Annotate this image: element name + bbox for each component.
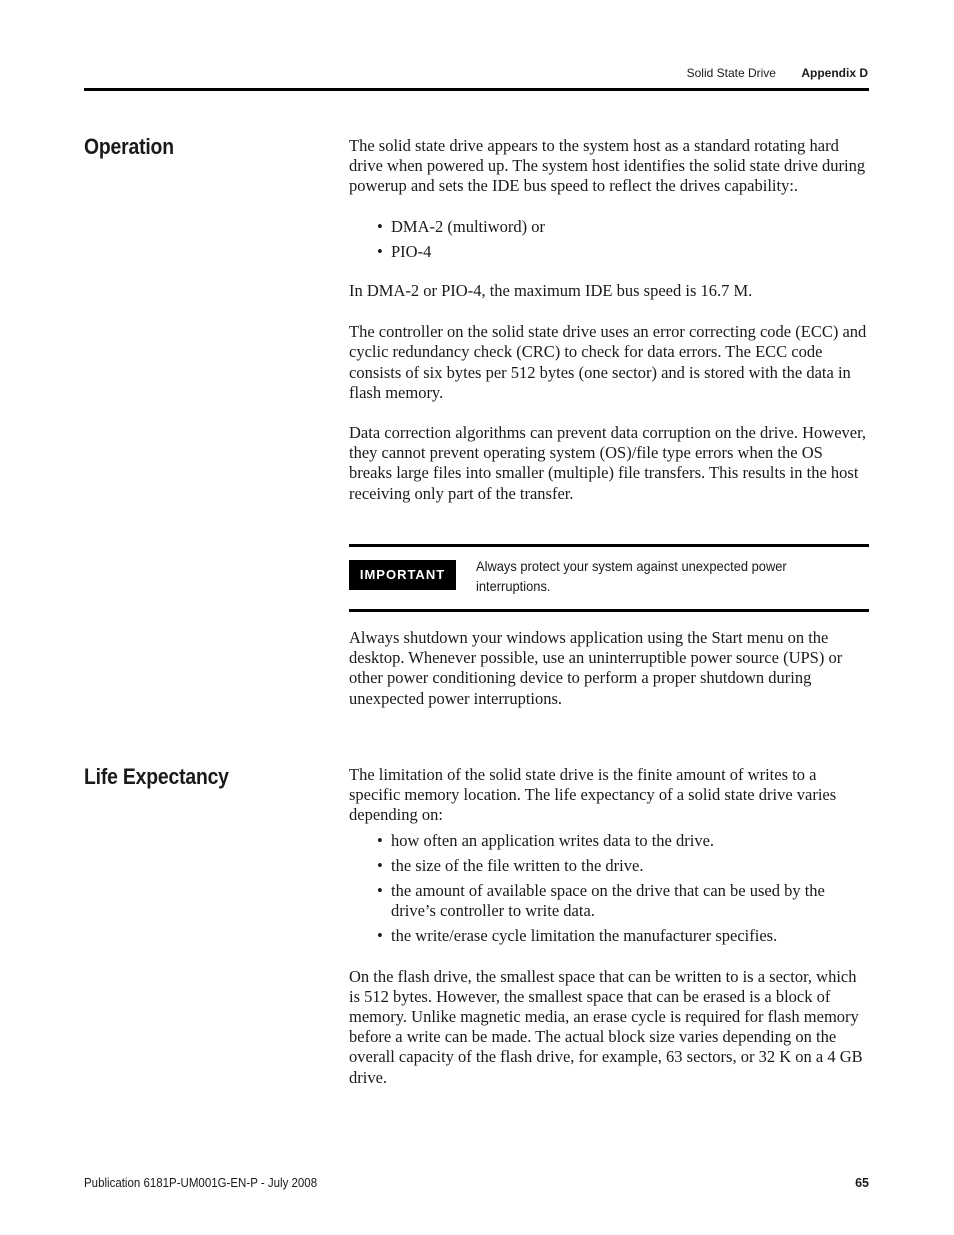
header-section-title: Solid State Drive [686, 66, 776, 80]
important-callout [349, 544, 869, 612]
life-paragraph-1: The limitation of the solid state drive is the finite amount of writes to a specific memory location. The life expectancy of a solid state drive varies depending on: [349, 765, 837, 825]
operation-paragraph-4: Data correction algorithms can prevent data corruption on the drive. However, they cannot prevent operating system (OS)/file type errors when the OS breaks large files into smaller (multiple) file transfers. This results in the host receiving only part of the transfer. [349, 423, 867, 503]
header-appendix: Appendix D [801, 66, 868, 80]
life-expectancy-body [349, 765, 869, 1088]
list-item: • the size of the file written to the drive. [377, 855, 644, 875]
page-number: 65 [855, 1176, 869, 1190]
header-rule [84, 88, 869, 91]
operation-heading: Operation [84, 134, 174, 159]
operation-body-continued [349, 628, 869, 709]
operation-paragraph-2: In DMA-2 or PIO-4, the maximum IDE bus speed is 16.7 M. [349, 281, 753, 301]
list-item: • how often an application writes data to the drive. [377, 830, 715, 850]
publication-number: Publication 6181P-UM001G-EN-P - July 2008 [84, 1176, 318, 1190]
list-item: • the write/erase cycle limitation the manufacturer specifies. [377, 926, 778, 946]
important-text: Always protect your system against unexpected power interruptions. [476, 558, 787, 594]
operation-paragraph-1: The solid state drive appears to the system host as a standard rotating hard drive when powered up. The system host identifies the solid state drive during powerup and sets the IDE bus speed to reflect the drives capability:. [349, 136, 866, 196]
operation-body [349, 136, 869, 504]
list-item: • DMA-2 (multiword) or [377, 216, 545, 236]
operation-paragraph-5: Always shutdown your windows application using the Start menu on the desktop. Whenever possible, use an uninterruptible power source (UPS) or other power conditioning device to perform a proper shutdown during unexpected power interruptions. [349, 628, 843, 708]
operation-paragraph-3: The controller on the solid state drive uses an error correcting code (ECC) and cyclic redundancy check (CRC) to check for data errors. The ECC code consists of six bytes per 512 bytes (one sector) and is stored with the data in flash memory. [349, 322, 867, 402]
important-badge: IMPORTANT [349, 560, 456, 590]
life-bullet-list [349, 831, 869, 947]
life-paragraph-2: On the flash drive, the smallest space that can be written to is a sector, which is 512 bytes. However, the smallest space that can be erased is a block of memory. Unlike magnetic media, an erase cycle is required for flash memory before a write can be made. The actual block size varies depending on the overall capacity of the flash drive, for example, 63 sectors, or 32 K on a 4 GB drive. [349, 966, 863, 1087]
list-item: • PIO-4 [377, 241, 432, 261]
list-item: • the amount of available space on the drive that can be used by the drive’s controller to write data. [377, 881, 825, 921]
operation-bullet-list [349, 217, 869, 262]
life-expectancy-heading: Life Expectancy [84, 764, 229, 789]
running-header [687, 66, 868, 80]
